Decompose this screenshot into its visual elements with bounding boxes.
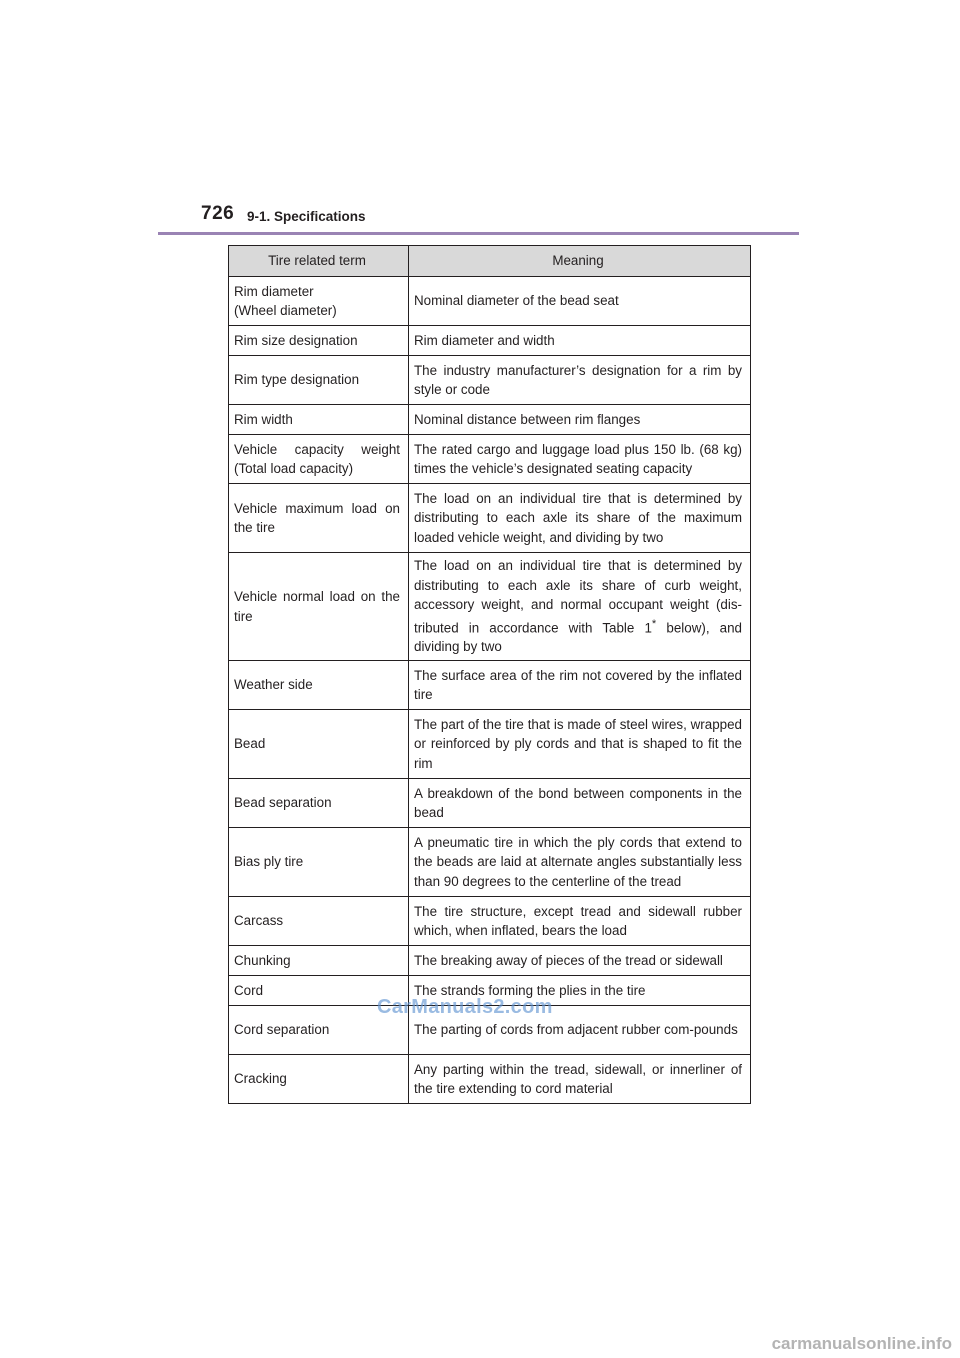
table-row — [229, 779, 751, 828]
term-cell: Rim width — [229, 405, 409, 435]
column-header-term: Tire related term — [229, 246, 409, 277]
table-row — [229, 897, 751, 946]
site-watermark: CarManuals2.com — [377, 996, 553, 1018]
meaning-cell: The part of the tire that is made of steel wires, wrapped or reinforced by ply cords and that is shaped to fit the rim — [409, 710, 751, 779]
table-row — [229, 326, 751, 356]
table-row — [229, 356, 751, 405]
meaning-cell: The parting of cords from adjacent rubber com-pounds — [409, 1006, 751, 1055]
table-row — [229, 828, 751, 897]
meaning-cell: The tire structure, except tread and sidewall rubber which, when inflated, bears the load — [409, 897, 751, 946]
meaning-cell: Nominal diameter of the bead seat — [409, 277, 751, 326]
term-cell: Bias ply tire — [229, 828, 409, 897]
meaning-cell: The surface area of the rim not covered by the inflated tire — [409, 661, 751, 710]
term-cell: Rim size designation — [229, 326, 409, 356]
tire-terms-table — [228, 245, 751, 1104]
term-cell: Cord separation — [229, 1006, 409, 1055]
term-cell: Rim diameter (Wheel diameter) — [229, 277, 409, 326]
term-cell: Cord — [229, 976, 409, 1006]
term-cell: Rim type designation — [229, 356, 409, 405]
table-row — [229, 277, 751, 326]
term-cell: Vehicle normal load on the tire — [229, 553, 409, 661]
term-cell: Weather side — [229, 661, 409, 710]
term-cell: Vehicle maximum load on the tire — [229, 484, 409, 553]
table-row — [229, 435, 751, 484]
meaning-cell: Any parting within the tread, sidewall, or innerliner of the tire extending to cord material — [409, 1055, 751, 1104]
footer-watermark: carmanualsonline.info — [771, 1334, 952, 1353]
meaning-cell: The breaking away of pieces of the tread or sidewall — [409, 946, 751, 976]
section-title: 9-1. Specifications — [247, 209, 366, 224]
term-cell: Chunking — [229, 946, 409, 976]
meaning-cell: Rim diameter and width — [409, 326, 751, 356]
header-rule — [158, 232, 799, 235]
meaning-cell: A breakdown of the bond between components in the bead — [409, 779, 751, 828]
table-row — [229, 484, 751, 553]
table-row — [229, 405, 751, 435]
meaning-cell: The strands forming the plies in the tire — [409, 976, 751, 1006]
term-cell: Carcass — [229, 897, 409, 946]
meaning-cell: The industry manufacturer’s designation for a rim by style or code — [409, 356, 751, 405]
table-row — [229, 710, 751, 779]
term-cell: Cracking — [229, 1055, 409, 1104]
term-cell: Bead separation — [229, 779, 409, 828]
meaning-cell: The load on an individual tire that is determined by distributing to each axle its share of curb weight, accessory weight, and normal occupant weight (dis-tributed in accordance with Table 1* below), and dividing by two — [409, 553, 751, 661]
term-cell: Vehicle capacity weight (Total load capacity) — [229, 435, 409, 484]
meaning-cell: A pneumatic tire in which the ply cords that extend to the beads are laid at alternate angles substantially less than 90 degrees to the centerline of the tread — [409, 828, 751, 897]
table-row — [229, 661, 751, 710]
meaning-cell: The load on an individual tire that is determined by distributing to each axle its share of the maximum loaded vehicle weight, and dividing by two — [409, 484, 751, 553]
table-header-row — [229, 246, 751, 277]
table-row — [229, 553, 751, 661]
term-cell: Bead — [229, 710, 409, 779]
page-number: 726 — [201, 203, 235, 224]
table-row — [229, 946, 751, 976]
table-row — [229, 1055, 751, 1104]
column-header-meaning: Meaning — [409, 246, 751, 277]
meaning-cell: The rated cargo and luggage load plus 150 lb. (68 kg) times the vehicle’s designated seating capacity — [409, 435, 751, 484]
meaning-cell: Nominal distance between rim flanges — [409, 405, 751, 435]
